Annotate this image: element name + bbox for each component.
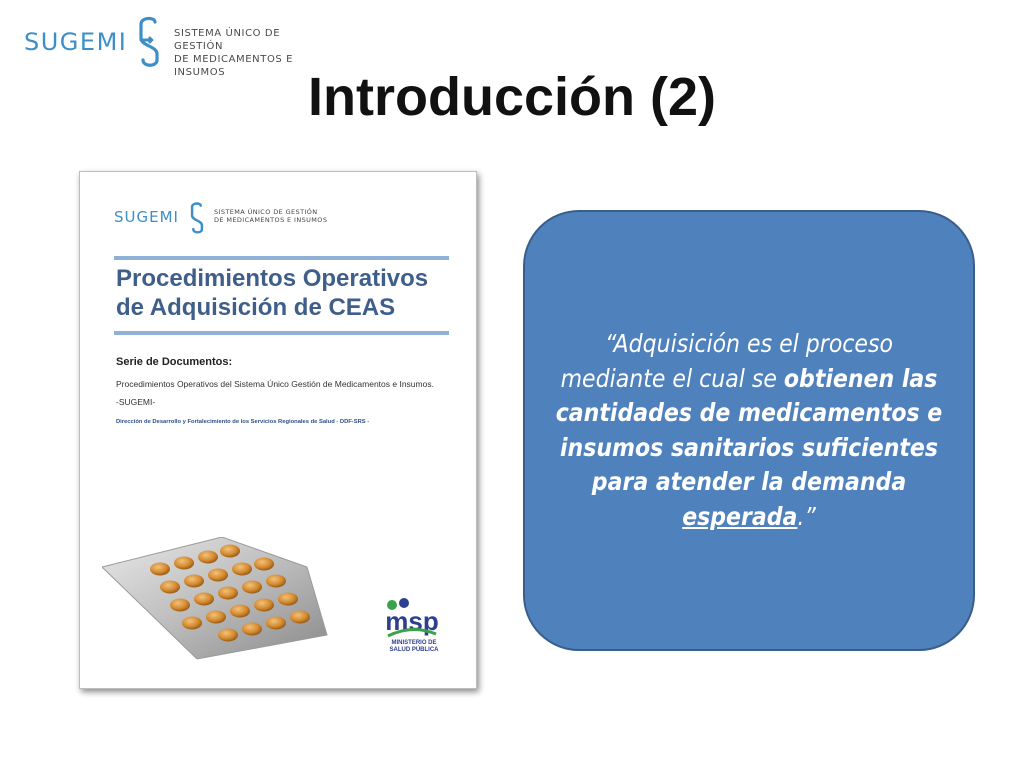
msp-emblem-icon [382,596,442,640]
cover-logo [114,200,354,240]
document-cover [79,171,477,689]
cover-rule-bottom [114,331,449,335]
cover-rule-top [114,256,449,260]
logo-wordmark: SUGEMI [24,28,128,56]
logo-subtitle-line-2: DE MEDICAMENTOS E INSUMOS [174,54,294,78]
msp-name [384,640,444,654]
cover-logo-wordmark: SUGEMI [114,208,179,226]
cover-title-line-2: de Adquisición de CEAS [116,294,396,321]
msp-line-1: MINISTERIO DE [391,640,437,646]
cover-serie: Serie de Documentos: [116,356,233,368]
cover-title-line-1: Procedimientos Operativos [116,265,429,292]
msp-letters: msp [385,606,439,636]
cover-line-1: Procedimientos Operativos del Sistema Único Gestión de Medicamentos e Insumos. [116,379,434,389]
cover-line-2: -SUGEMI- [116,397,156,407]
quote-underlined: esperada [682,501,798,531]
msp-logo [382,596,442,666]
msp-line-2: SALUD PÚBLICA [389,647,439,653]
slide-title: Introducción (2) [308,67,716,127]
cover-direccion: Dirección de Desarrollo y Fortalecimiento de los Servicios Regionales de Salud - DDF-SRS - [116,419,370,425]
header-logo [24,16,324,78]
cover-logo-subtitle-line-2: DE MEDICAMENTOS E INSUMOS [214,216,328,224]
cover-logo-subtitle [214,208,327,224]
quote-emphasis: obtienen las cantidades de medicamentos e insumos sanitarios suficientes para atender la demanda [555,363,943,496]
cover-logo-symbol-icon [189,200,205,236]
quote-end: .” [797,501,816,531]
cover-title [116,264,456,322]
cover-logo-subtitle-line-1: SISTEMA ÚNICO DE GESTIÓN [214,208,318,216]
logo-symbol-icon [136,16,162,68]
quote-part-1: “Adquisición es el proceso mediante el cual se [560,329,893,393]
logo-subtitle-line-1: SISTEMA ÚNICO DE GESTIÓN [174,28,281,52]
pill-blister-image [102,537,342,662]
quote-text [525,327,973,534]
quote-box [523,210,975,651]
